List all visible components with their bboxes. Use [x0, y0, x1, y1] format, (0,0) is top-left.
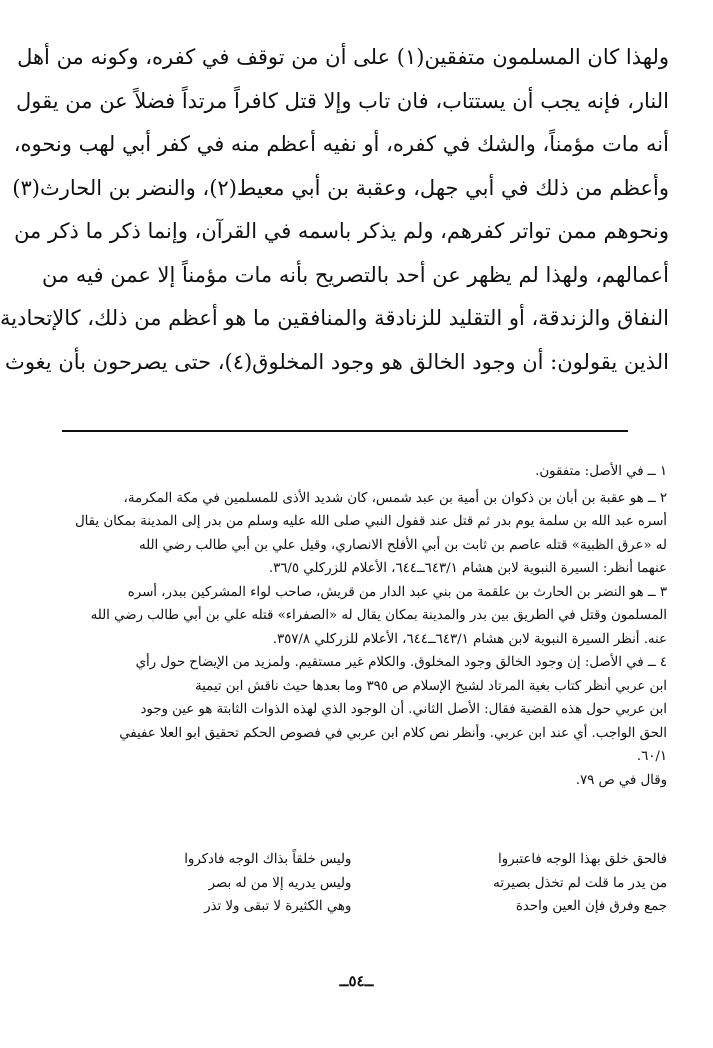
footnote-line: الحق الواجب. أي عند ابن عربي. وأنظر نص كلام ابن عربي في فصوص الحكم تحقيق ابو العلا عفيفي [119, 725, 667, 741]
main-text-line: أنه مات مؤمناً، والشك في كفره، أو نفيه أعظم منه في كفر أبي لهب ونحوه، [13, 132, 669, 156]
footnote-4 [60, 651, 667, 792]
footnote-line: ٤ ــ في الأصل: إن وجود الخالق وجود المخلوق. والكلام غير مستقيم. ولمزيد من الإيضاح حول رأي [135, 655, 667, 670]
footnote-line: عنهما أنظر: السيرة النبوية لابن هشام ٦٤٣/١ــ٦٤٤، الأعلام للزركلي ٣٦/٥. [268, 561, 667, 576]
footnote-1 [60, 460, 667, 484]
main-text-line: أعمالهم، ولهذا لم يظهر عن أحد بالتصريح بأنه مات مؤمناً إلا عمن فيه من [41, 262, 669, 287]
main-text-line: الذين يقولون: أن وجود الخالق هو وجود المخلوق(٤)، حتى يصرحون بأن يغوث [5, 349, 669, 374]
poem-verse [60, 848, 667, 872]
poem-first-hemistich: جمع وفرق فإن العين واحدة [515, 899, 667, 914]
footnote-line: أسره عبد الله بن سلمة يوم بدر ثم قتل عند قفول النبي صلى الله عليه وسلم من بدر إلى المدينة بمكان يقال [74, 514, 667, 529]
poem-first-hemistich: من يدر ما قلت لم تخذل بصيرته [493, 875, 667, 891]
footnote-divider [62, 430, 628, 432]
footnote-line: ابن عربي أنظر كتاب بغية المرتاد لشيخ الإسلام ص ٣٩٥ وما بعدها حيث ناقش ابن تيمية [194, 678, 667, 694]
main-text-line: ولهذا كان المسلمون متفقين(١) على أن من توقف في كفره، وكونه من أهل [17, 45, 669, 69]
footnote-line: عنه. أنظر السيرة النبوية لابن هشام ٦٤٣/١ــ٦٤٤، الأعلام للزركلي ٣٥٧/٨. [272, 631, 667, 647]
footnote-line: المسلمون وقتل في الطريق بين بدر والمدينة بمكان يقال له «الصفراء» قتله علي بن أبي طالب رضي الله [90, 608, 667, 623]
poem-second-hemistich: وهي الكثيرة لا تبقى ولا تذر [204, 899, 352, 914]
footnote-line: وقال في ص ٧٩. [575, 772, 667, 788]
footnote-line: ٢ ــ هو عقبة بن أبان بن ذكوان بن أمية بن عبد شمس، كان شديد الأذى للمسلمين في مكة المكرمة، [123, 490, 667, 506]
main-text-line: النار، فإنه يجب أن يستتاب، فان تاب وإلا قتل كافراً مرتداً فضلاً عن من يقول [16, 88, 669, 113]
footnote-3 [60, 581, 667, 652]
poem-first-hemistich: فالحق خلق بهذا الوجه فاعتبروا [497, 852, 667, 867]
footnote-2 [60, 487, 667, 581]
footnote-line: ٦٠/١. [636, 749, 667, 764]
poem [60, 848, 667, 919]
poem-second-hemistich: وليس خلقاً بذاك الوجه فادكروا [184, 852, 352, 867]
poem-second-hemistich: وليس يدريه إلا من له بصر [208, 875, 352, 891]
main-text [0, 36, 669, 384]
main-text-line: النفاق والزندقة، أو التقليد للزنادقة والمنافقين ما هو أعظم من ذلك، كالإتحادية [0, 306, 669, 330]
footnotes [60, 460, 667, 792]
poem-verse [60, 895, 667, 919]
footnote-line: ٣ ــ هو النضر بن الحارث بن علقمة من بني عبد الدار من قريش، صاحب لواء المشركين ببدر، أسره [127, 584, 667, 600]
footnote-line: ١ ــ في الأصل: متفقون. [535, 464, 667, 479]
footnote-line: ابن عربي حول هذه القضية فقال: الأصل الثاني. أن الوجود الذي لهذه الذوات الثابتة هو عين وجود [140, 702, 667, 717]
main-text-line: ونحوهم ممن تواتر كفرهم، ولم يذكر باسمه في القرآن، وإنما ذكر ما ذكر من [14, 219, 669, 243]
main-text-line: وأعظم من ذلك في أبي جهل، وعقبة بن أبي معيط(٢)، والنضر بن الحارث(٣) [12, 175, 669, 200]
footnote-line: له «عرق الظبية» قتله عاصم بن ثابت بن أبي الأفلح الانصاري، وقيل علي بن أبي طالب رضي الله [138, 537, 667, 553]
poem-verse [60, 872, 667, 896]
page-number: ــ٥٤ــ [339, 972, 374, 990]
